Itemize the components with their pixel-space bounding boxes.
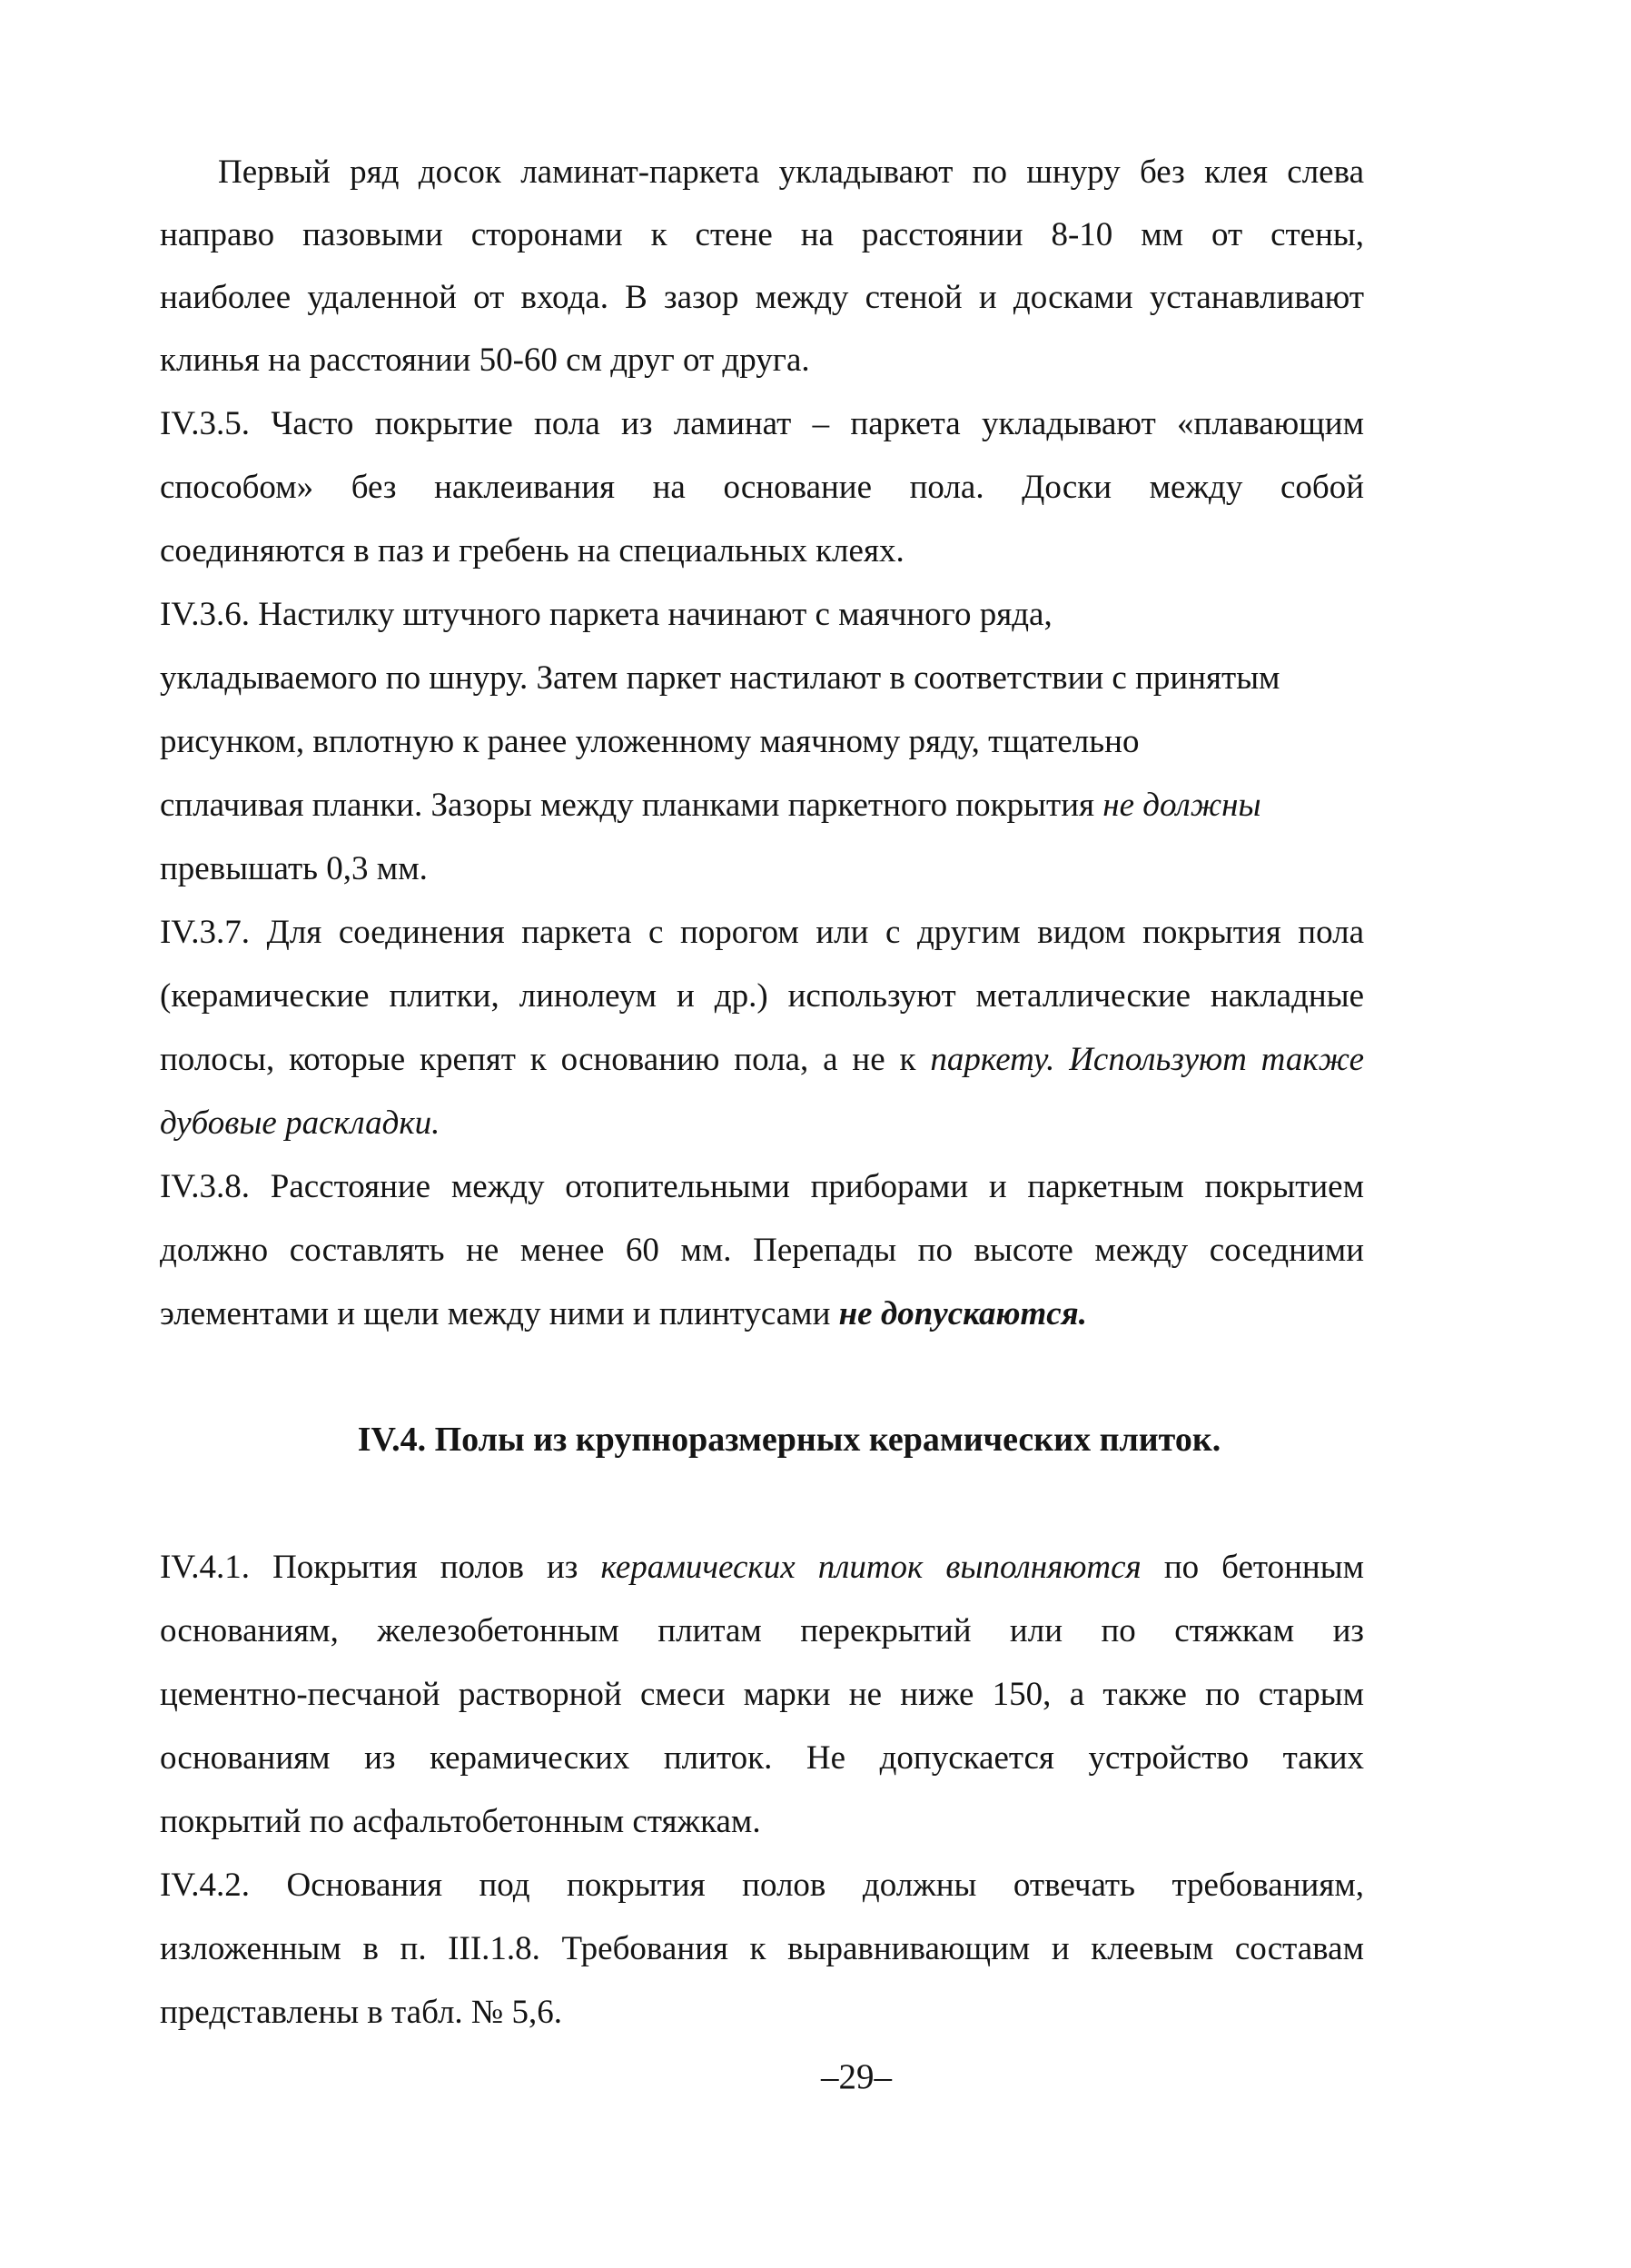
p2-line-1: IV.3.5. Часто покрытие пола из ламинат – паркета укладывают «плавающим: [160, 405, 1364, 442]
p1-line-3: наиболее удаленной от входа. В зазор между стеной и досками устанавливают: [160, 279, 1364, 316]
p1-line-2: направо пазовыми сторонами к стене на расстоянии 8-10 мм от стены,: [160, 216, 1364, 253]
p7-line-1: IV.4.2. Основания под покрытия полов должны отвечать требованиям,: [160, 1867, 1364, 1904]
p7-line-3: представлены в табл. № 5,6.: [160, 1994, 562, 2031]
p6-line-5: покрытий по асфальтобетонным стяжкам.: [160, 1803, 761, 1840]
p4-line-3-emphasis: паркету. Используют также: [930, 1041, 1364, 1078]
p6-line-4: основаниям из керамических плиток. Не допускается устройство таких: [160, 1739, 1364, 1777]
p6-line-1-emphasis: керамических плиток выполняются: [600, 1549, 1142, 1586]
p4-line-4: [160, 1103, 1364, 1148]
p3-line-2: укладываемого по шнуру. Затем паркет настилают в соответствии с принятым: [160, 659, 1280, 697]
p6-line-3: цементно-песчаной растворной смеси марки не ниже 150, а также по старым: [160, 1676, 1364, 1713]
p1-line-4: клинья на расстоянии 50-60 см друг от друга.: [160, 342, 810, 379]
p3-line-4-emphasis: не должны: [1102, 787, 1261, 824]
p4-line-4-emphasis: дубовые раскладки.: [160, 1104, 440, 1142]
p2-line-2: способом» без наклеивания на основание пола. Доски между собой: [160, 469, 1364, 506]
p6-line-1: [160, 1547, 1364, 1592]
p5-line-3-emphasis: не допускаются.: [838, 1295, 1087, 1332]
p3-line-4-text: сплачивая планки. Зазоры между планками паркетного покрытия: [160, 787, 1103, 824]
p3-line-1: IV.3.6. Настилку штучного паркета начинают с маячного ряда,: [160, 596, 1053, 633]
p5-line-3-text: элементами и щели между ними и плинтусами: [160, 1295, 839, 1332]
page-number: –29–: [821, 2057, 892, 2096]
p2-line-3: соединяются в паз и гребень на специальных клеях.: [160, 532, 904, 569]
p3-line-3: рисунком, вплотную к ранее уложенному маячному ряду, тщательно: [160, 723, 1140, 760]
p4-line-1: IV.3.7. Для соединения паркета с порогом или с другим видом покрытия пола: [160, 914, 1364, 951]
p1-line-1: Первый ряд досок ламинат-паркета укладывают по шнуру без клея слева: [218, 154, 1364, 191]
p4-line-2: (керамические плитки, линолеум и др.) используют металлические накладные: [160, 977, 1364, 1015]
p5-line-1: IV.3.8. Расстояние между отопительными приборами и паркетным покрытием: [160, 1168, 1364, 1205]
p7-line-2: изложенным в п. III.1.8. Требования к выравнивающим и клеевым составам: [160, 1930, 1364, 1967]
p6-line-2: основаниям, железобетонным плитам перекрытий или по стяжкам из: [160, 1612, 1364, 1649]
section-heading: IV.4. Полы из крупноразмерных керамических плиток.: [357, 1421, 1221, 1459]
p5-line-2: должно составлять не менее 60 мм. Перепады по высоте между соседними: [160, 1232, 1364, 1269]
p3-line-5: превышать 0,3 мм.: [160, 850, 428, 887]
p5-line-3: [160, 1293, 1364, 1339]
p4-line-3-text: полосы, которые крепят к основанию пола, а не к: [160, 1041, 931, 1078]
p4-line-3: [160, 1039, 1364, 1084]
p6-line-1-tail: по бетонным: [1141, 1549, 1364, 1586]
p3-line-4: [160, 785, 1364, 830]
p6-line-1-text: IV.4.1. Покрытия полов из: [160, 1549, 601, 1586]
